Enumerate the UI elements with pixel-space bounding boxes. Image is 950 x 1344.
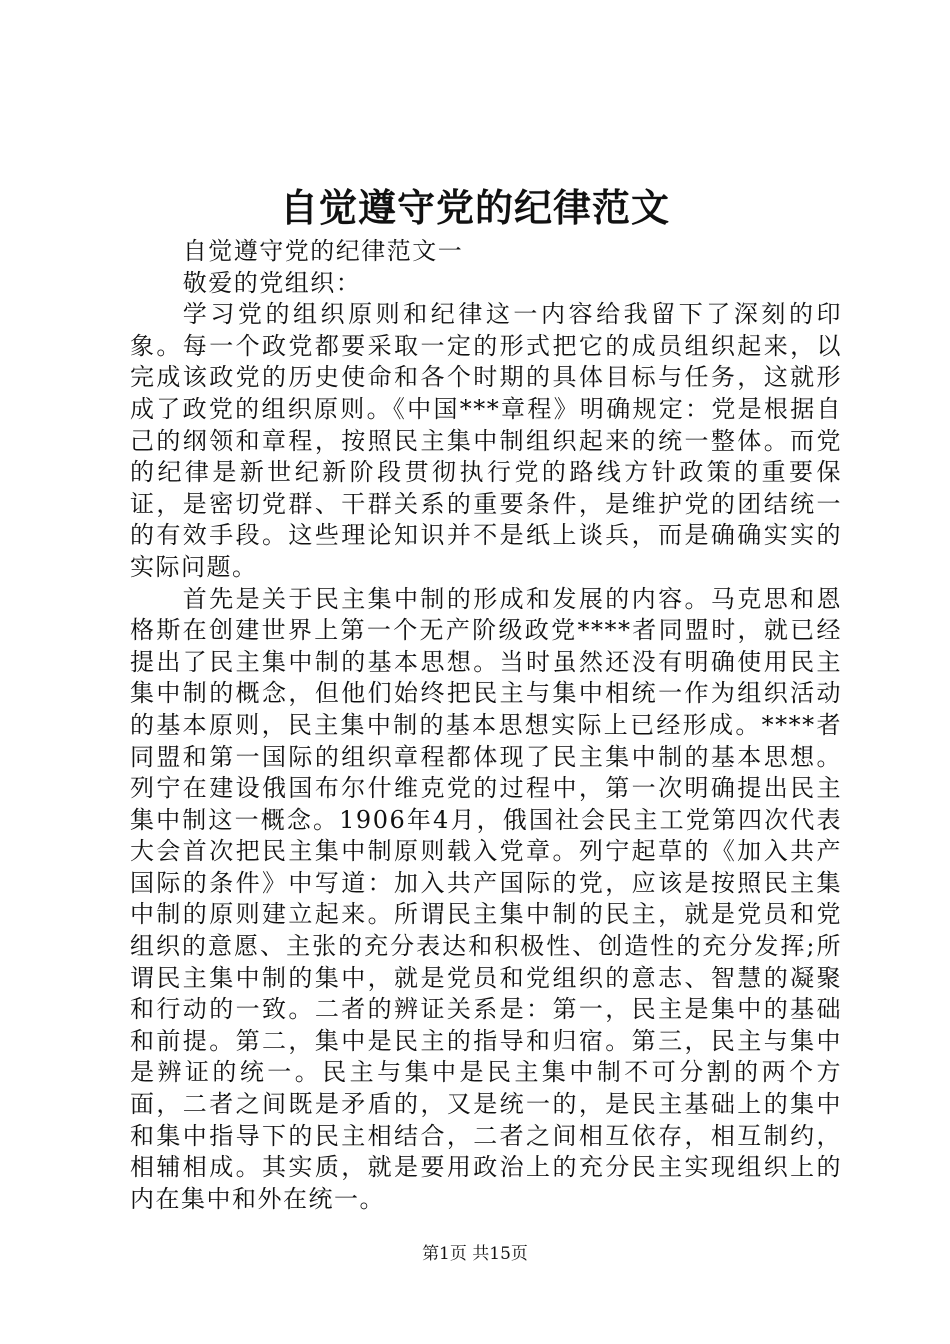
page-footer: 第1页 共15页: [422, 1244, 528, 1264]
document-body: [130, 236, 842, 1215]
paragraph-salutation: 敬爱的党组织：: [182, 268, 362, 297]
paragraph-body-2: 首先是关于民主集中制的形成和发展的内容。马克思和恩格斯在创建世界上第一个无产阶级政党****者同盟时，就已经提出了民主集中制的基本思想。当时虽然还没有明确使用民主集中制的概念，但他们始终把民主与集中相统一作为组织活动的基本原则，民主集中制的基本思想实际上已经形成。****者同盟和第一国际的组织章程都体现了民主集中制的基本思想。列宁在建设俄国布尔什维克党的过程中，第一次明确提出民主集中制这一概念。1906年4月，俄国社会民主工党第四次代表大会首次把民主集中制原则载入党章。列宁起草的《加入共产国际的条件》中写道：加入共产国际的党，应该是按照民主集中制的原则建立起来。所谓民主集中制的民主，就是党员和党组织的意愿、主张的充分表达和积极性、创造性的充分发挥;所谓民主集中制的集中，就是党员和党组织的意志、智慧的凝聚和行动的一致。二者的辨证关系是：第一，民主是集中的基础和前提。第二，集中是民主的指导和归宿。第三，民主与集中是辨证的统一。民主与集中是民主集中制不可分割的两个方面，二者之间既是矛盾的，又是统一的，是民主基础上的集中和集中指导下的民主相结合，二者之间相互依存，相互制约，相辅相成。其实质，就是要用政治上的充分民主实现组织上的内在集中和外在统一。: [130, 584, 842, 1213]
document-title: 自觉遵守党的纪律范文: [279, 185, 670, 230]
paragraph-body-1: 学习党的组织原则和纪律这一内容给我留下了深刻的印象。每一个政党都要采取一定的形式把它的成员组织起来，以完成该政党的历史使命和各个时期的具体目标与任务，这就形成了政党的组织原则。《中国***章程》明确规定：党是根据自己的纲领和章程，按照民主集中制组织起来的统一整体。而党的纪律是新世纪新阶段贯彻执行党的路线方针政策的重要保证，是密切党群、干群关系的重要条件，是维护党的团结统一的有效手段。这些理论知识并不是纸上谈兵，而是确确实实的实际问题。: [130, 300, 842, 581]
paragraph-subtitle: 自觉遵守党的纪律范文一: [182, 237, 464, 265]
